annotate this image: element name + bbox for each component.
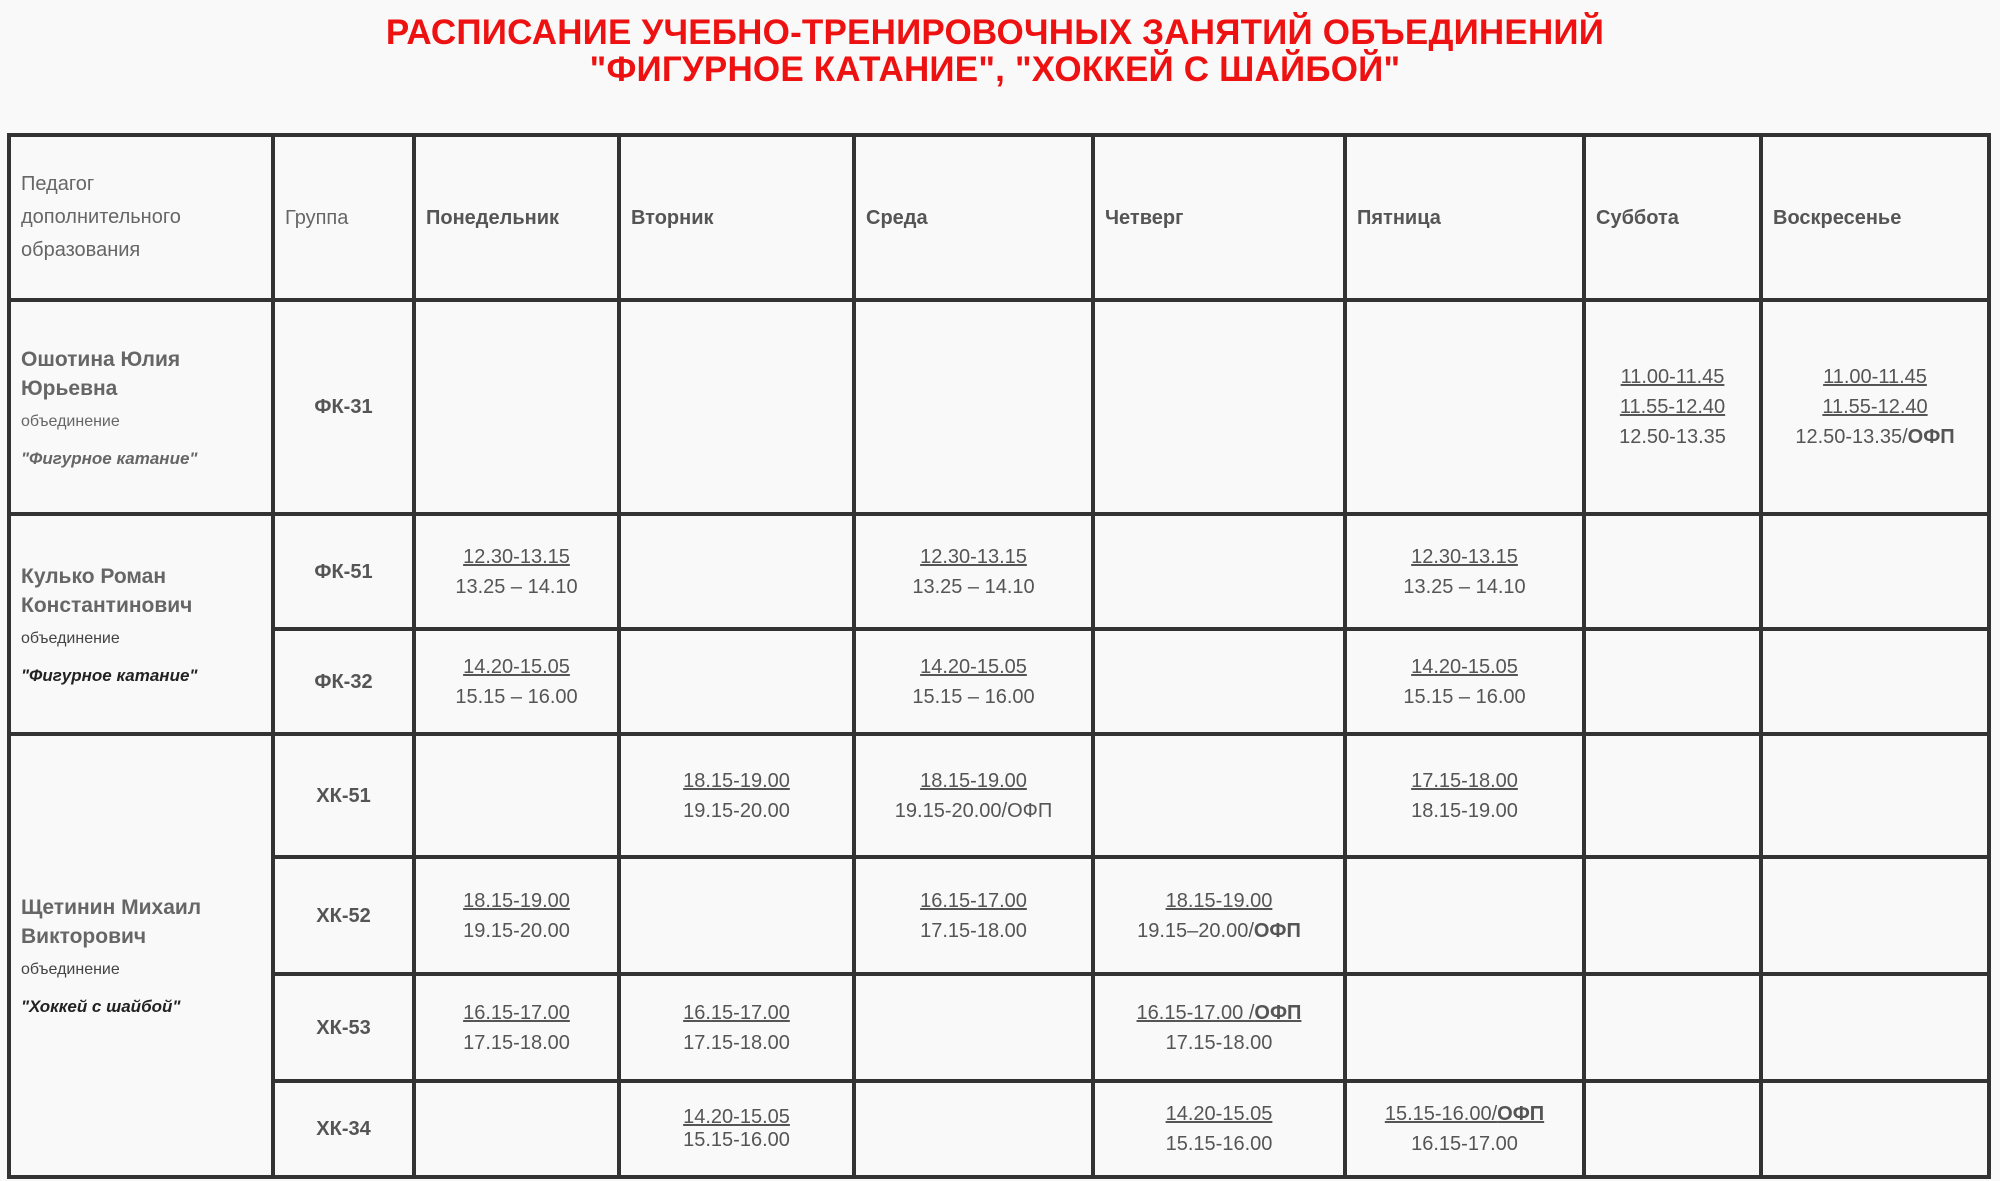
time-link[interactable]: 16.15-17.00 [920, 889, 1027, 912]
time-slot: 17.15-18.00 [683, 1031, 790, 1054]
schedule-cell [854, 974, 1093, 1081]
time-slot: 12.50-13.35/ОФП [1795, 426, 1955, 448]
schedule-cell [854, 629, 1093, 734]
teacher-name: Щетинин Михаил Викторович [21, 896, 202, 948]
time-link[interactable]: 11.00-11.45 [1823, 366, 1927, 388]
header-teacher: Педагог дополнительного образования [9, 135, 273, 300]
time-slot: 18.15-19.00 [1411, 799, 1518, 822]
schedule-cell [1584, 974, 1761, 1081]
time-link[interactable]: 11.55-12.40 [1619, 396, 1726, 418]
time-link[interactable]: 12.30-13.15 [1411, 545, 1518, 568]
schedule-cell [1761, 1081, 1989, 1177]
page-title [0, 14, 1990, 88]
time-link[interactable]: 18.15-19.00 [920, 769, 1027, 792]
schedule-cell [414, 857, 619, 974]
time-link[interactable]: 14.20-15.05 [1411, 655, 1518, 678]
schedule-cell [619, 300, 854, 514]
schedule-cell [1345, 300, 1584, 514]
time-slot: 15.15 – 16.00 [912, 685, 1035, 708]
teacher-cell [9, 514, 273, 734]
time-slot: 19.15-20.00 [463, 919, 570, 942]
schedule-cell [854, 857, 1093, 974]
group-cell: ХК-53 [273, 974, 414, 1081]
time-slot: 15.15 – 16.00 [1403, 685, 1526, 708]
schedule-cell [854, 514, 1093, 629]
time-slot: 13.25 – 14.10 [455, 575, 578, 598]
schedule-cell [1584, 734, 1761, 857]
schedule-cell [1345, 734, 1584, 857]
time-slot: 13.25 – 14.10 [912, 575, 1035, 598]
time-link[interactable]: 15.15-16.00/ОФП [1384, 1103, 1545, 1125]
schedule-cell [1761, 514, 1989, 629]
time-link[interactable]: 18.15-19.00 [683, 769, 790, 792]
schedule-cell [1584, 857, 1761, 974]
header-saturday: Суббота [1584, 135, 1761, 300]
time-slot: 19.15-20.00/ОФП [894, 799, 1053, 822]
header-row [9, 135, 1989, 300]
teacher-unit: объединение [21, 629, 120, 647]
schedule-cell [1093, 734, 1345, 857]
schedule-table [7, 133, 1991, 1179]
schedule-cell [1761, 974, 1989, 1081]
time-link[interactable]: 14.20-15.05 [683, 1106, 790, 1128]
schedule-cell [1093, 1081, 1345, 1177]
schedule-cell [619, 514, 854, 629]
time-slot: 17.15-18.00 [463, 1031, 570, 1054]
page-title-line-1: РАСПИСАНИЕ УЧЕБНО-ТРЕНИРОВОЧНЫХ ЗАНЯТИЙ ОБЪЕДИНЕНИЙ [385, 13, 1605, 52]
time-slot: 19.15–20.00/ОФП [1137, 919, 1301, 942]
time-link[interactable]: 14.20-15.05 [1165, 1103, 1273, 1125]
time-link[interactable]: 16.15-17.00 [463, 1001, 570, 1024]
teacher-unit: объединение [21, 412, 120, 430]
table-row [9, 974, 1989, 1081]
schedule-cell [1093, 300, 1345, 514]
schedule-cell [1761, 734, 1989, 857]
header-wednesday: Среда [854, 135, 1093, 300]
time-slot: 19.15-20.00 [683, 799, 790, 822]
schedule-cell [414, 1081, 619, 1177]
time-slot: 13.25 – 14.10 [1403, 575, 1526, 598]
time-link[interactable]: 12.30-13.15 [463, 545, 570, 568]
table-row [9, 734, 1989, 857]
schedule-cell [1761, 629, 1989, 734]
schedule-cell [414, 514, 619, 629]
schedule-cell [854, 1081, 1093, 1177]
schedule-cell [1584, 1081, 1761, 1177]
schedule-cell [1761, 857, 1989, 974]
time-link[interactable]: 11.55-12.40 [1822, 396, 1928, 418]
teacher-cell [9, 300, 273, 514]
schedule-cell [414, 629, 619, 734]
header-tuesday: Вторник [619, 135, 854, 300]
schedule-cell [619, 734, 854, 857]
schedule-cell [1093, 857, 1345, 974]
time-link[interactable]: 11.00-11.45 [1620, 366, 1725, 388]
table-row [9, 629, 1989, 734]
group-cell: ХК-52 [273, 857, 414, 974]
schedule-cell [1584, 514, 1761, 629]
header-group: Группа [273, 135, 414, 300]
time-slot: 16.15-17.00 [1411, 1133, 1518, 1155]
teacher-unit: объединение [21, 961, 120, 978]
teacher-name: Ошотина Юлия Юрьевна [21, 347, 181, 400]
schedule-cell [1345, 857, 1584, 974]
time-link[interactable]: 18.15-19.00 [1165, 889, 1273, 912]
time-link[interactable]: 16.15-17.00 /ОФП [1136, 1001, 1302, 1024]
time-link[interactable]: 14.20-15.05 [463, 655, 570, 678]
group-cell: ФК-31 [273, 300, 414, 514]
teacher-cell [9, 734, 273, 1177]
schedule-cell [619, 1081, 854, 1177]
teacher-name: Кулько Роман Константинович [21, 564, 193, 617]
header-monday: Понедельник [414, 135, 619, 300]
table-row [9, 857, 1989, 974]
time-link[interactable]: 18.15-19.00 [463, 889, 570, 912]
schedule-cell [1093, 514, 1345, 629]
header-thursday: Четверг [1093, 135, 1345, 300]
page-title-line-2: "ФИГУРНОЕ КАТАНИЕ", "ХОККЕЙ С ШАЙБОЙ" [589, 50, 1401, 89]
table-row [9, 514, 1989, 629]
time-link[interactable]: 17.15-18.00 [1411, 769, 1518, 792]
schedule-cell [619, 974, 854, 1081]
schedule-cell [1093, 974, 1345, 1081]
schedule-cell [414, 734, 619, 857]
time-link[interactable]: 12.30-13.15 [920, 545, 1027, 568]
table-row [9, 300, 1989, 514]
schedule-cell [414, 974, 619, 1081]
teacher-association: "Фигурное катание" [21, 448, 198, 468]
table-row [9, 1081, 1989, 1177]
schedule-cell [619, 629, 854, 734]
schedule-cell [1584, 629, 1761, 734]
header-sunday: Воскресенье [1761, 135, 1989, 300]
schedule-cell [619, 857, 854, 974]
teacher-association: "Фигурное катание" [21, 665, 198, 685]
group-cell: ФК-32 [273, 629, 414, 734]
group-cell: ХК-34 [273, 1081, 414, 1177]
header-friday: Пятница [1345, 135, 1584, 300]
group-cell: ХК-51 [273, 734, 414, 857]
time-slot: 12.50-13.35 [1619, 426, 1726, 448]
schedule-cell [414, 300, 619, 514]
schedule-cell [1345, 1081, 1584, 1177]
time-slot: 17.15-18.00 [920, 919, 1027, 942]
teacher-association: "Хоккей с шайбой" [21, 997, 181, 1016]
schedule-cell [1093, 629, 1345, 734]
schedule-cell [1761, 300, 1989, 514]
time-slot: 15.15-16.00 [683, 1129, 790, 1151]
group-cell: ФК-51 [273, 514, 414, 629]
time-link[interactable]: 16.15-17.00 [683, 1001, 790, 1024]
time-slot: 15.15 – 16.00 [455, 685, 578, 708]
schedule-cell [1584, 300, 1761, 514]
schedule-cell [854, 734, 1093, 857]
time-slot: 15.15-16.00 [1165, 1133, 1273, 1155]
time-link[interactable]: 14.20-15.05 [920, 655, 1027, 678]
schedule-cell [1345, 514, 1584, 629]
time-slot: 17.15-18.00 [1165, 1031, 1273, 1054]
schedule-cell [1345, 974, 1584, 1081]
schedule-cell [1345, 629, 1584, 734]
schedule-cell [854, 300, 1093, 514]
